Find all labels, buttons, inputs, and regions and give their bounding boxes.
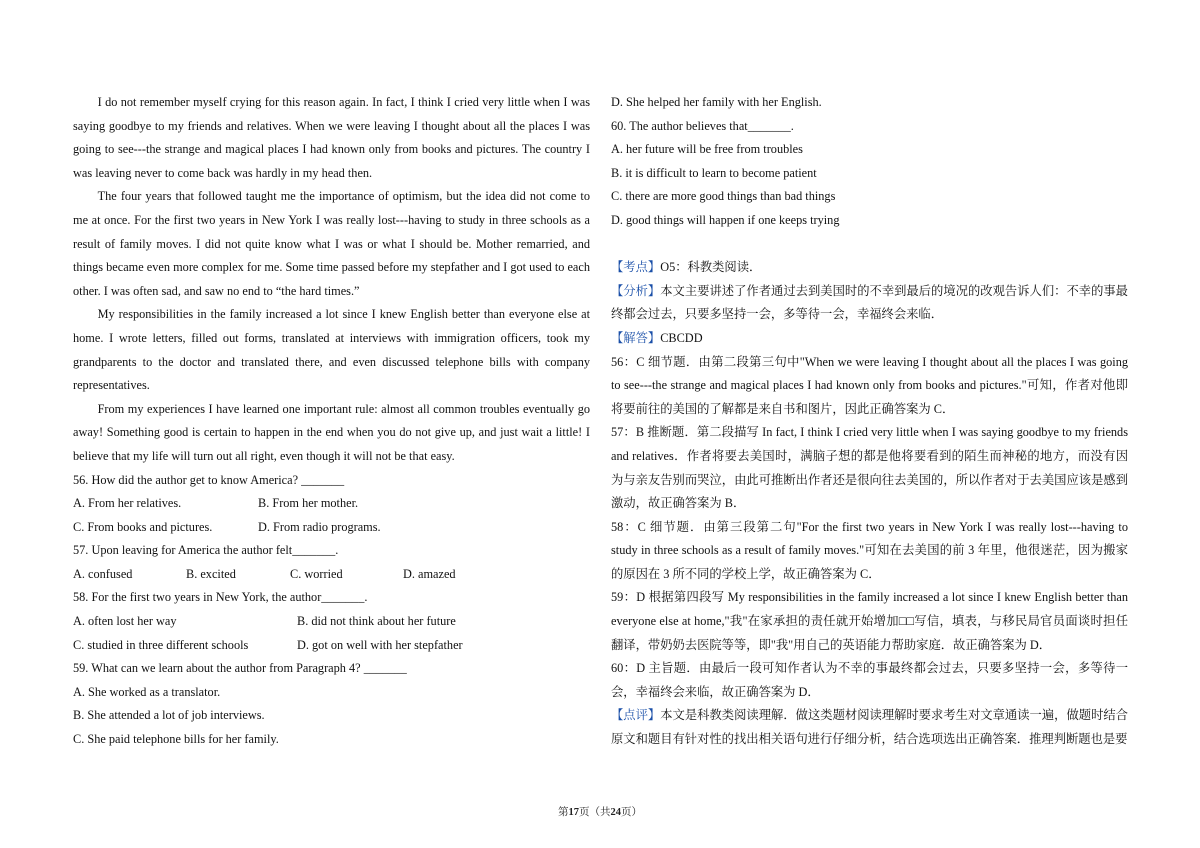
question-58-options-row2	[73, 634, 590, 658]
option-c: C. there are more good things than bad things	[611, 189, 836, 204]
left-column	[73, 91, 590, 752]
option-a: A. She worked as a translator.	[73, 684, 221, 699]
right-column	[611, 91, 1128, 752]
question-57-options	[73, 563, 590, 587]
answer-60: 60：D 主旨题．由最后一段可知作者认为不幸的事最终都会过去，只要多坚持一会，多等待一会，幸福终会来临，故正确答案为 D．	[611, 661, 1128, 699]
option-b: B. She attended a lot of job interviews.	[73, 708, 265, 723]
page-footer	[0, 804, 1200, 819]
footer-post: 页）	[621, 807, 642, 818]
jieda-text: CBCDD	[660, 330, 703, 345]
passage-paragraph: My responsibilities in the family increased a lot since I knew English better than everyone else at home. I wrote letters, filled out forms, translated at interviews with immigration officers, took my grandparents to the doctor and translated there, and even discussed telephone bills with company representatives.	[73, 307, 590, 393]
footer-pre: 第	[558, 807, 569, 818]
option-b: B. excited	[186, 566, 236, 581]
dianping-section	[611, 704, 1128, 751]
option-c: C. She paid telephone bills for her family.	[73, 732, 279, 747]
option-d: D. good things will happen if one keeps trying	[611, 212, 840, 227]
passage-paragraph: The four years that followed taught me the importance of optimism, but the idea did not come to me at once. For the first two years in New York I was really lost---having to study in three schools as a result of family moves. I did not quite know what I was or what I should be. Mother remarried, and things became even more complex for me. Some time passed before my stepfather and I got used to each other. I was often sad, and saw no end to “the hard times.”	[73, 189, 590, 298]
answer-57: 57：B 推断题．第二段描写 In fact, I think I cried very little when I was saying goodbye to my friends and relatives．作者将要去美国时，满脑子想的都是他将要看到的陌生而神秘的地方，而没有因为与亲友告别而哭泣，由此可推断出作者还是很向往去美国的，所以作者对于去美国应该是感到激动，故正确答案为 B．	[611, 425, 1128, 511]
footer-mid: 页（共	[579, 807, 611, 818]
dianping-tag: 【点评】	[611, 708, 661, 723]
passage-paragraph: From my experiences I have learned one important rule: almost all common troubles eventually go away! Something good is certain to happen in the end when you do not give up, and just wait a little! I believe that my life will turn out all right, even though it will not be that easy.	[73, 401, 590, 463]
option-a: A. From her relatives.	[73, 496, 182, 511]
spacer	[611, 233, 1128, 257]
question-58-options-row1	[73, 610, 590, 634]
question-57-stem: 57. Upon leaving for America the author felt_______.	[73, 543, 339, 558]
question-56-stem: 56. How did the author get to know America? _______	[73, 472, 345, 487]
kaodian-text: O5：科教类阅读．	[660, 260, 762, 275]
fenxi-text: 本文主要讲述了作者通过去到美国时的不幸到最后的境况的改观告诉人们：不幸的事最终都会过去，只要多坚持一会，多等待一会，幸福终会来临．	[611, 283, 1128, 322]
question-60-stem: 60. The author believes that_______.	[611, 118, 794, 133]
jieda-section	[611, 327, 1128, 351]
option-a: A. often lost her way	[73, 614, 177, 629]
answer-56: 56：C 细节题．由第二段第三句中"When we were leaving I thought about all the places I was going to see---the strange and magical places I had known only from books and pictures."可知，作者对他即将要前往的美国的了解都是来自书和图片，因此正确答案为 C．	[611, 354, 1128, 416]
option-c: C. studied in three different schools	[73, 637, 249, 652]
answer-59: 59：D 根据第四段写 My responsibilities in the family increased a lot since I knew English better than everyone else at home,"我"在家承担的责任就开始增加□□写信，填表，与移民局官员面谈时担任翻译，带奶奶去医院等等，即"我"用自己的英语能力帮助家庭．故正确答案为 D．	[611, 590, 1128, 652]
option-b: B. From her mother.	[258, 496, 359, 511]
answer-58: 58：C 细节题．由第三段第二句"For the first two years in New York I was really lost---having to study in three schools as a result of family moves."可知在去美国的前 3 年里，他很迷茫，因为搬家的原因在 3 所不同的学校上学，故正确答案为 C．	[611, 519, 1128, 581]
dianping-text: 本文是科教类阅读理解．做这类题材阅读理解时要求考生对文章通读一遍，做题时结合原文和题目有针对性的找出相关语句进行仔细分析，结合选项选出正确答案．推理判断题也是要	[611, 708, 1128, 747]
option-b: B. it is difficult to learn to become patient	[611, 165, 817, 180]
kaodian-tag: 【考点】	[611, 260, 661, 275]
jieda-tag: 【解答】	[611, 330, 661, 345]
option-c: C. From books and pictures.	[73, 519, 213, 534]
passage-paragraph: I do not remember myself crying for this reason again. In fact, I think I cried very little when I was saying goodbye to my friends and relatives. When we were leaving I thought about all the places I was going to see---the strange and magical places I had known only from books and pictures. The country I was leaving never to come back was hardly in my head then.	[73, 95, 590, 180]
page-number: 17	[568, 807, 579, 818]
option-a: A. her future will be free from troubles	[611, 142, 803, 157]
total-pages: 24	[610, 807, 621, 818]
option-a: A. confused	[73, 566, 133, 581]
option-d: D. She helped her family with her English.	[611, 95, 822, 109]
option-d: D. got on well with her stepfather	[297, 637, 463, 652]
question-58-stem: 58. For the first two years in New York, the author_______.	[73, 590, 368, 605]
question-56-options-row2	[73, 516, 590, 540]
option-d: D. From radio programs.	[258, 519, 381, 534]
option-d: D. amazed	[403, 566, 456, 581]
fenxi-tag: 【分析】	[611, 283, 661, 298]
question-56-options-row1	[73, 492, 590, 516]
question-59-stem: 59. What can we learn about the author from Paragraph 4? _______	[73, 661, 407, 676]
option-c: C. worried	[290, 566, 343, 581]
option-b: B. did not think about her future	[297, 614, 456, 629]
kaodian-section	[611, 256, 1128, 280]
fenxi-section	[611, 280, 1128, 327]
